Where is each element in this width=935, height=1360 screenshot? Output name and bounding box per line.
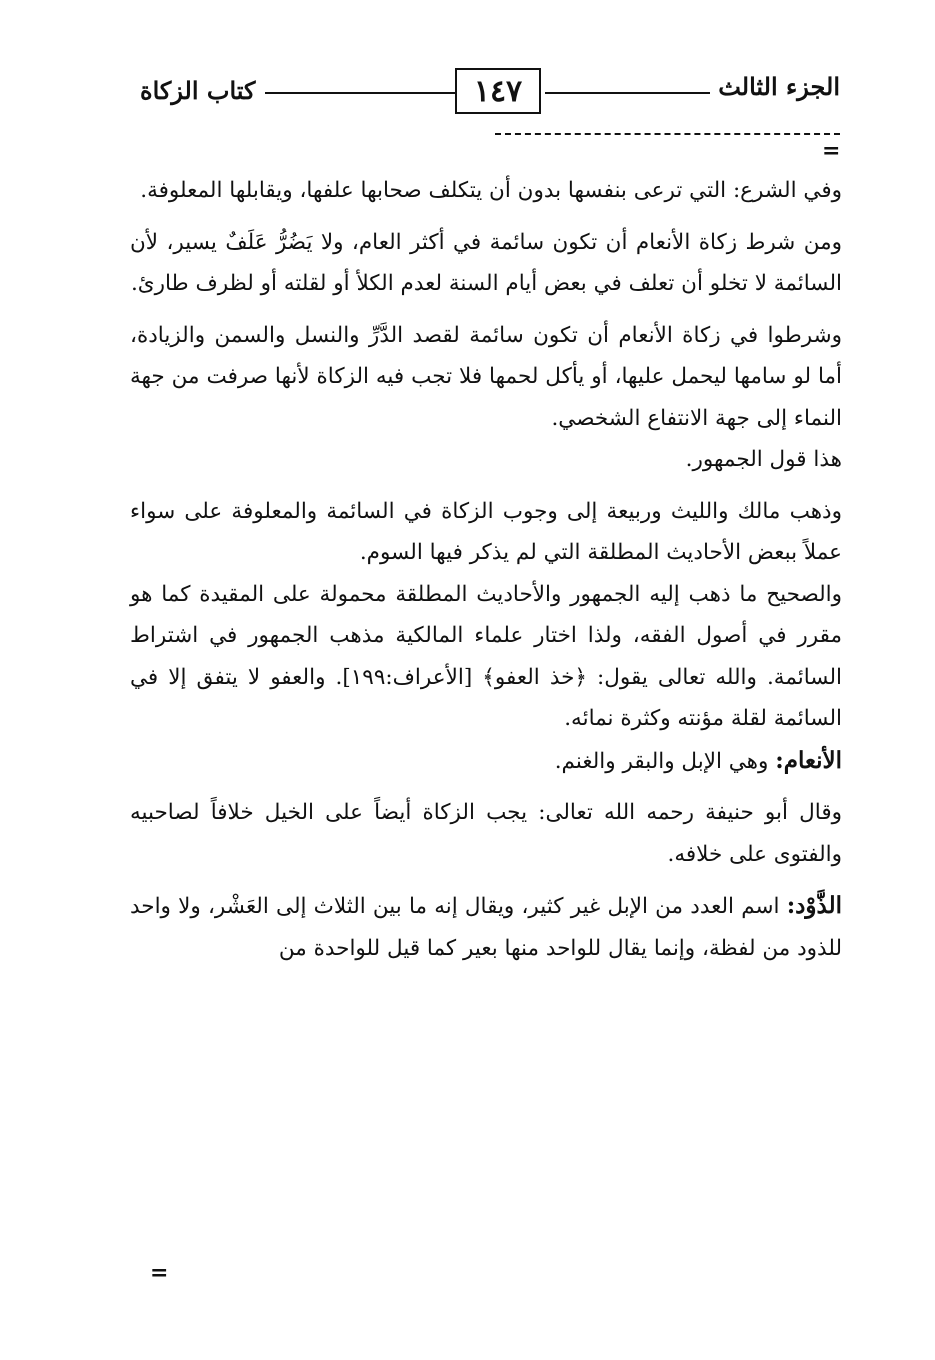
paragraph-purpose-condition: وشرطوا في زكاة الأنعام أن تكون سائمة لقصد الدَّرِّ والنسل والسمن والزيادة، أما لو سامها ليحمل عليها، أو يأكل لحمها فلا تجب فيه الزكاة لأنها صرفت من جهة النماء إلى جهة الانتفاع الشخصي. — [130, 322, 842, 431]
anam-definition-text: وهي الإبل والبقر والغنم. — [554, 748, 776, 774]
book-title: كتاب الزكاة — [140, 76, 256, 105]
term-dhawd: الذَّوْد: — [786, 892, 842, 919]
page-number: ١٤٧ — [455, 68, 541, 114]
continuation-mark-bottom: = — [150, 1260, 169, 1286]
page-header — [130, 68, 840, 116]
paragraph-majority-view: هذا قول الجمهور. — [685, 447, 842, 472]
term-anam: الأنعام: — [775, 746, 842, 774]
paragraph-correct-view: والصحيح ما ذهب إليه الجمهور والأحاديث المطلقة محمولة على المقيدة كما هو مقرر في أصول الفقه، ولذا اختار علماء المالكية مذهب الجمهور في اشتراط السائمة. والله تعالى يقول: ﴿خذ العفو﴾ [الأعراف:١٩٩]. والعفو لا يتفق إلا في السائمة لقلة مؤنته وكثرة نمائه. — [130, 581, 843, 731]
header-rule-left — [265, 92, 455, 94]
paragraph-abu-hanifa: وقال أبو حنيفة رحمه الله تعالى: يجب الزكاة أيضاً على الخيل خلافاً لصاحبيه والفتوى على خلافه. — [130, 800, 842, 867]
paragraph-sharia-definition: وفي الشرع: التي ترعى بنفسها بدون أن يتكلف صحابها علفها، ويقابلها المعلوفة. — [140, 178, 842, 203]
page-body — [130, 170, 842, 979]
section-title: الجزء الثالث — [718, 72, 840, 101]
paragraph-condition-grazing: ومن شرط زكاة الأنعام أن تكون سائمة في أكثر العام، ولا يَضُرُّ عَلَفٌ يسير، لأن السائمة لا تخلو أن تعلف في بعض أيام السنة لعدم الكلأ أو لقلته أو لظرف طارئ. — [130, 229, 842, 296]
dhawd-definition-text: اسم العدد من الإبل غير كثير، ويقال إنه ما بين الثلاث إلى العَشْر، ولا واحد للذود من لفظة، وإنما يقال للواحد منها بعير كما قيل للواحدة من — [130, 894, 842, 961]
paragraph-dhawd-definition — [130, 885, 842, 969]
paragraph-malik-view: وذهب مالك والليث وربيعة إلى وجوب الزكاة في السائمة والمعلوفة على سواء عملاً ببعض الأحاديث المطلقة التي لم يذكر فيها السوم. — [130, 498, 842, 565]
header-rule-right — [545, 92, 710, 94]
continuation-mark-top: = — [822, 138, 841, 164]
paragraph-anam-definition — [130, 740, 842, 783]
dashed-separator — [495, 133, 840, 135]
